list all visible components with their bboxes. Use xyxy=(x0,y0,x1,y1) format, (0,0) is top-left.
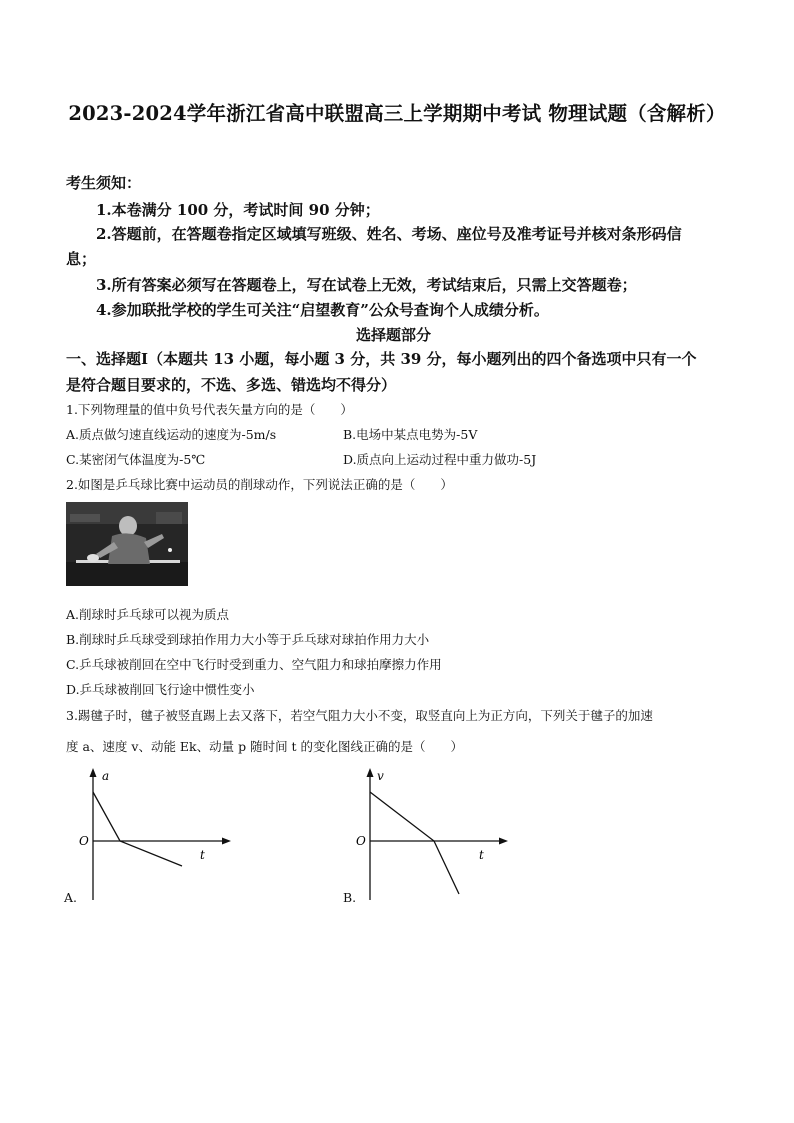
notice-item-2: 2.答题前，在答题卷指定区域填写班级、姓名、考场、座位号及准考证号并核对条形码信 xyxy=(96,225,682,243)
table-tennis-photo xyxy=(66,502,188,586)
graph-a-y-arrow xyxy=(90,768,97,777)
q1-option-d: D.质点向上运动过程中重力做功-5J xyxy=(343,452,537,467)
graph-b-plot xyxy=(343,766,523,916)
part1-heading: 一、选择题Ⅰ（本题共 13 小题，每小题 3 分，共 39 分，每小题列出的四个备选项中只有一个 xyxy=(66,350,697,368)
q2-option-a: A.削球时乒乓球可以视为质点 xyxy=(66,607,230,622)
q2-option-c: C.乒乓球被削回在空中飞行时受到重力、空气阻力和球拍摩擦力作用 xyxy=(66,657,442,672)
q1-option-c: C.某密闭气体温度为-5℃ xyxy=(66,452,206,467)
q3-stem-1: 3.踢毽子时，毽子被竖直踢上去又落下，若空气阻力大小不变，取竖直向上为正方向，下列关于毽子的加速 xyxy=(66,708,653,723)
q1-option-a: A.质点做匀速直线运动的速度为-5m/s xyxy=(66,427,277,442)
graph-b-origin: O xyxy=(356,834,366,848)
q2-option-d: D.乒乓球被削回飞行途中惯性变小 xyxy=(66,682,255,697)
graph-b-xlabel: t xyxy=(479,848,484,862)
graph-a xyxy=(66,766,246,916)
graph-b-curve xyxy=(370,792,459,894)
notice-item-1: 1.本卷满分 100 分，考试时间 90 分钟； xyxy=(96,201,380,219)
part1-heading-cont: 是符合题目要求的，不选、多选、错选均不得分） xyxy=(66,376,397,394)
graph-a-x-arrow xyxy=(222,838,231,845)
section-title: 选择题部分 xyxy=(356,326,432,344)
graph-a-option: A. xyxy=(64,890,78,905)
notice-item-3: 3.所有答案必须写在答题卷上，写在试卷上无效，考试结束后，只需上交答题卷； xyxy=(96,276,637,294)
graph-b-y-arrow xyxy=(367,768,374,777)
graph-b-option: B. xyxy=(343,890,357,905)
graph-a-ylabel: a xyxy=(102,769,110,783)
notice-item-4: 4.参加联批学校的学生可关注“启望教育”公众号查询个人成绩分析。 xyxy=(96,301,549,319)
graph-a-curve xyxy=(93,792,182,866)
page-title: 2023-2024学年浙江省高中联盟高三上学期期中考试 物理试题（含解析） xyxy=(68,102,726,125)
q2-option-b: B.削球时乒乓球受到球拍作用力大小等于乒乓球对球拍作用力大小 xyxy=(66,632,430,647)
q1-option-b: B.电场中某点电势为-5V xyxy=(343,427,478,442)
graph-a-xlabel: t xyxy=(200,848,205,862)
notice-heading: 考生须知： xyxy=(66,174,142,192)
q2-stem: 2.如图是乒乓球比赛中运动员的削球动作，下列说法正确的是（ ） xyxy=(66,477,453,492)
graph-a-plot xyxy=(66,766,246,916)
notice-item-2-cont: 息； xyxy=(66,250,97,268)
graph-b-ylabel: v xyxy=(377,769,384,783)
graph-a-origin: O xyxy=(79,834,89,848)
graph-b-x-arrow xyxy=(499,838,508,845)
graph-b xyxy=(343,766,523,916)
q1-stem: 1.下列物理量的值中负号代表矢量方向的是（ ） xyxy=(66,402,353,417)
table-tennis-photo-art xyxy=(66,502,188,586)
q3-stem-2: 度 a、速度 v、动能 Ek、动量 p 随时间 t 的变化图线正确的是（ ） xyxy=(66,739,464,754)
